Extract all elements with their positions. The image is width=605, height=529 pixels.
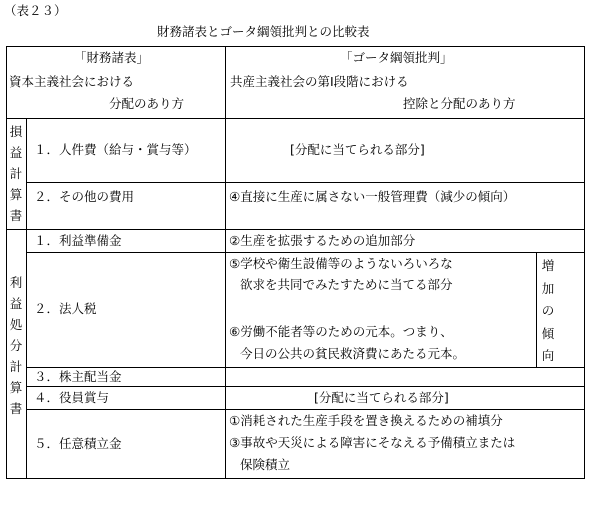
item-voluntary-reserve: ５．任意積立金 <box>34 436 122 451</box>
trend-column-divider <box>536 252 537 368</box>
gotha-reserve-fund-line2: 保険積立 <box>240 457 291 472</box>
gotha-admin-costs: ④直接に生産に属さない一般管理費（減少の傾向） <box>229 189 516 204</box>
row-divider <box>26 409 584 410</box>
gotha-common-needs-line2: 欲求を共同でみたすために当てる部分 <box>240 277 453 292</box>
header-left-subtitle-2: 分配のあり方 <box>109 96 185 111</box>
header-financial-statements: 「財務諸表」 <box>74 50 150 65</box>
gotha-distribution-part-2: [分配に当てられる部分] <box>314 390 449 405</box>
group-label-appropriation-statement: 利益処分計算書 <box>9 275 23 416</box>
header-right-subtitle-2: 控除と分配のあり方 <box>403 96 516 111</box>
table-number: （表２３） <box>4 3 67 18</box>
item-other-expenses: ２．その他の費用 <box>34 189 135 204</box>
gotha-welfare-fund-line1: ⑥労働不能者等のための元本。つまり、 <box>229 324 453 339</box>
table-right-border <box>584 46 585 479</box>
item-corporate-tax: ２．法人税 <box>34 301 97 316</box>
gotha-reserve-fund-line1: ③事故や天災による障害にそなえる予備積立または <box>229 435 516 450</box>
item-personnel-cost: １．人件費（給与・賞与等） <box>34 142 197 157</box>
header-divider <box>6 118 584 119</box>
group-label-income-statement: 損益計算書 <box>9 124 23 223</box>
item-shareholder-dividends: ３．株主配当金 <box>34 369 122 384</box>
header-right-subtitle-1: 共産主義社会の第Ⅰ段階における <box>230 74 409 89</box>
center-column-divider <box>225 46 226 479</box>
gotha-production-expansion: ②生産を拡張するための追加部分 <box>229 233 416 248</box>
table-left-border <box>6 46 7 479</box>
table-bottom-border <box>6 478 584 479</box>
gotha-welfare-fund-line2: 今日の公共の貧民救済費にあたる元本。 <box>240 346 466 361</box>
item-legal-reserve: １．利益準備金 <box>34 233 122 248</box>
row-divider <box>26 252 584 253</box>
table-top-border <box>6 46 584 47</box>
header-gotha-critique: 「ゴータ綱領批判」 <box>340 50 453 65</box>
gotha-common-needs-line1: ⑤学校や衛生設備等のようないろいろな <box>229 256 453 271</box>
header-left-subtitle-1: 資本主義社会における <box>9 74 135 89</box>
row-divider <box>26 386 584 387</box>
group-column-divider <box>26 118 27 479</box>
group-divider <box>6 229 584 230</box>
increase-trend-label: 増加の傾向 <box>541 258 555 364</box>
page-title: 財務諸表とゴータ綱領批判との比較表 <box>157 24 370 39</box>
gotha-distribution-part: [分配に当てられる部分] <box>290 142 425 157</box>
row-divider <box>26 367 584 368</box>
item-executive-bonuses: ４．役員賞与 <box>34 390 110 405</box>
gotha-replacement-fund: ①消耗された生産手段を置き換えるための補填分 <box>229 413 503 428</box>
row-divider <box>26 182 584 183</box>
